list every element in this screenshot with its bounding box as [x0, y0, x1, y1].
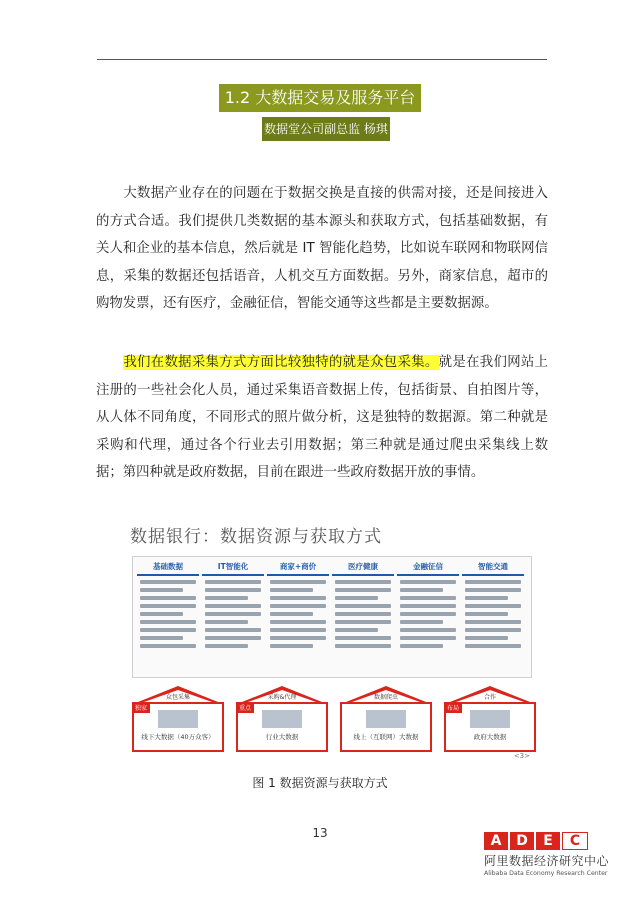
figure-page-mark: <3> [513, 752, 530, 760]
house-image [262, 710, 302, 728]
house-image [366, 710, 406, 728]
house-crowdsourcing [132, 686, 224, 752]
figure-caption: 图 1 数据资源与获取方式 [252, 776, 388, 790]
paragraph-2-text: 就是在我们网站上注册的一些社会化人员，通过采集语音数据上传，包括街景、自拍图片等，从人体不同角度，不同形式的照片做分析，这是独特的数据源。第二种就是采购和代理，通过各个行业去引用数据；第三种就是通过爬虫采集线上数据；第四种就是政府数据，目前在跟进一些政府数据开放的事情。 [96, 355, 548, 481]
category-heading: 金融征信 [397, 560, 459, 576]
acquisition-methods [132, 686, 532, 756]
category-heading: 基础数据 [137, 560, 199, 576]
logo-english-name: Alibaba Data Economy Research Center [484, 870, 608, 877]
house-top-label: 采购&代理 [267, 694, 297, 701]
house-label: 线下大数据（40万众客） [141, 733, 215, 741]
category-heading: 智能交通 [462, 560, 524, 576]
house-badge: 重点 [236, 702, 254, 713]
house-label: 行业大数据 [265, 733, 299, 741]
house-image [470, 710, 510, 728]
category-column [137, 560, 199, 672]
category-heading: 商家+商价 [267, 560, 329, 576]
house-procurement [236, 686, 328, 752]
house-image [158, 710, 198, 728]
category-panel [132, 556, 532, 678]
house-top-label: 合作 [483, 694, 496, 701]
page-number: 13 [312, 826, 328, 840]
paragraph-1-text: 大数据产业存在的问题在于数据交换是直接的供需对接，还是间接进入的方式合适。我们提供几类数据的基本源头和获取方式，包括基础数据，有关人和企业的基本信息，然后就是 IT 智能化趋势，比如说车联网和物联网信息，采集的数据还包括语音，人机交互方面数据。另外，商家信息，超市的购物发票，还有医疗，金融征信，智能交通等这些都是主要数据源。 [96, 186, 548, 312]
category-heading: IT智能化 [202, 560, 264, 576]
category-column [332, 560, 394, 672]
figure-title: 数据银行：数据资源与获取方式 [130, 527, 382, 547]
house-badge: 布局 [444, 702, 462, 713]
house-government [444, 686, 536, 752]
house-crawler [340, 686, 432, 752]
figure-data-bank [118, 520, 538, 770]
adec-logo [484, 832, 626, 880]
house-top-label: 数据爬虫 [373, 694, 398, 701]
house-top-label: 众包采集 [165, 694, 190, 701]
category-column [397, 560, 459, 672]
logo-letter: A [484, 832, 508, 850]
category-column [462, 560, 524, 672]
category-column [202, 560, 264, 672]
house-badge: 独家 [132, 702, 150, 713]
category-heading: 医疗健康 [332, 560, 394, 576]
logo-letter: E [536, 832, 560, 850]
logo-letter: D [510, 832, 534, 850]
house-label: 线上（互联网）大数据 [353, 733, 419, 741]
highlighted-text: 我们在数据采集方式方面比较独特的就是众包采集。 [123, 355, 439, 370]
logo-chinese-name: 阿里数据经济研究中心 [484, 854, 610, 868]
logo-letter: C [562, 832, 588, 850]
category-column [267, 560, 329, 672]
section-title: 1.2 大数据交易及服务平台 [219, 84, 421, 112]
logo-letters [484, 832, 626, 850]
top-rule [97, 59, 547, 60]
paragraph-2 [96, 349, 548, 487]
house-label: 政府大数据 [473, 733, 507, 741]
section-author: 数据堂公司副总监 杨琪 [262, 117, 390, 141]
paragraph-1 [96, 180, 548, 318]
